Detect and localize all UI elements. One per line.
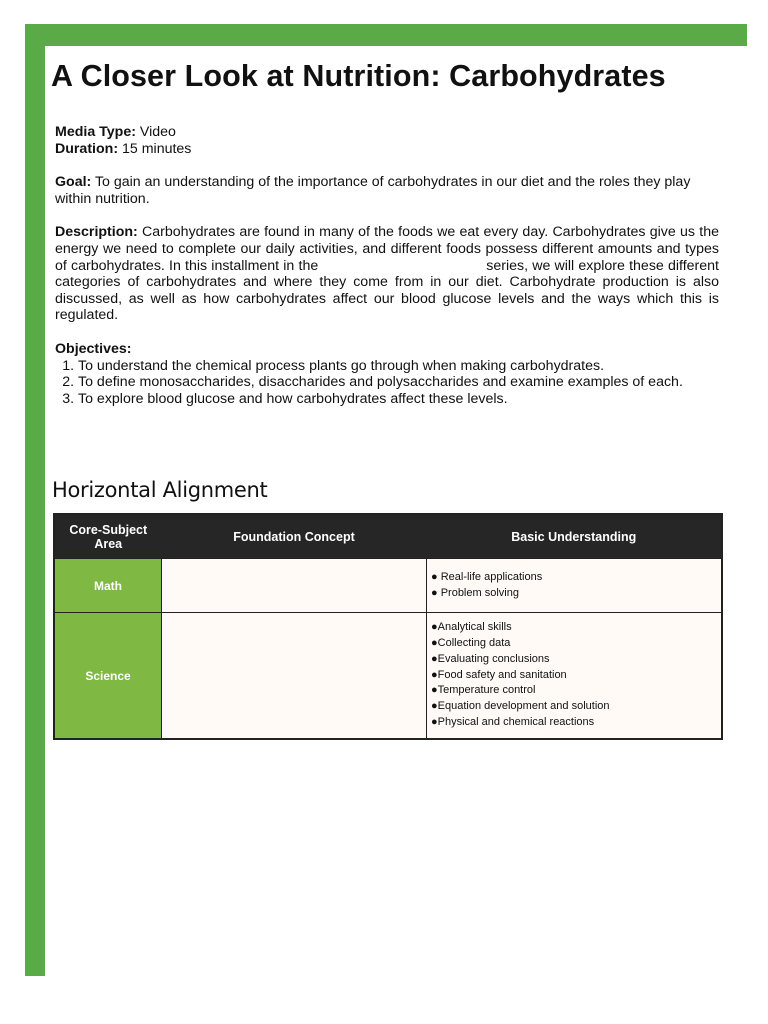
objectives-label: Objectives: bbox=[55, 340, 132, 357]
list-item: ●Analytical skills bbox=[431, 621, 512, 634]
goal-label: Goal: bbox=[55, 174, 92, 191]
objectives-list bbox=[55, 358, 719, 408]
list-item: ●Evaluating conclusions bbox=[431, 652, 550, 665]
table-header-row bbox=[54, 514, 722, 559]
subject-cell: Science bbox=[54, 613, 162, 740]
duration-value: 15 minutes bbox=[118, 140, 192, 157]
page-title: A Closer Look at Nutrition: Carbohydrates bbox=[51, 59, 666, 93]
header-core-subject: Core-Subject Area bbox=[54, 514, 162, 559]
left-accent-bar bbox=[25, 24, 45, 976]
concept-cell bbox=[162, 559, 427, 613]
description-text-before: Carbohydrates are found in many of the foods we eat every day. Carbohydrates give us the energy we need to complete our daily activities, and different foods possess different amounts and types of carbohydrates. In this installment in the bbox=[55, 224, 719, 274]
media-type-label: Media Type: bbox=[55, 124, 136, 140]
duration-line bbox=[55, 141, 719, 158]
objective-item: 1. To understand the chemical process plants go through when making carbohydrates. bbox=[78, 358, 719, 375]
description-text-after: series, we will explore these different categories of carbohydrates and where they come from in our diet. Carbohydrate production is also discussed, as well as how carbohydrates affect our blood glucose levels and the ways which this is regulated. bbox=[55, 257, 719, 324]
description-paragraph bbox=[55, 224, 719, 324]
list-item: ●Temperature control bbox=[431, 684, 536, 697]
description-label: Description: bbox=[55, 224, 138, 241]
concept-cell bbox=[162, 613, 427, 740]
subject-cell: Math bbox=[54, 559, 162, 613]
media-type-value: Video bbox=[135, 124, 176, 140]
goal-paragraph bbox=[55, 174, 719, 207]
table-row-science bbox=[54, 613, 722, 740]
list-item: ●Food safety and sanitation bbox=[431, 668, 567, 681]
alignment-heading: Horizontal Alignment bbox=[52, 478, 268, 502]
objective-item: 3. To explore blood glucose and how carbohydrates affect these levels. bbox=[78, 391, 719, 408]
header-basic-understanding: Basic Understanding bbox=[427, 514, 723, 559]
objectives-heading bbox=[55, 341, 719, 358]
duration-label: Duration: bbox=[55, 140, 119, 157]
list-item: ●Equation development and solution bbox=[431, 700, 610, 713]
table-row-math bbox=[54, 559, 722, 613]
alignment-table bbox=[53, 513, 723, 740]
list-item: ●Collecting data bbox=[431, 637, 511, 649]
document-body bbox=[55, 124, 719, 407]
media-type-line bbox=[55, 124, 719, 141]
list-item: ●Physical and chemical reactions bbox=[431, 715, 595, 728]
goal-text: To gain an understanding of the importance of carbohydrates in our diet and the roles they play within nutrition. bbox=[55, 174, 691, 207]
list-item: ● Problem solving bbox=[431, 586, 519, 599]
top-accent-bar bbox=[25, 24, 747, 46]
objective-item: 2. To define monosaccharides, disaccharides and polysaccharides and examine examples of each. bbox=[78, 374, 719, 391]
understanding-cell bbox=[427, 613, 723, 740]
understanding-cell bbox=[427, 559, 723, 613]
header-foundation-concept: Foundation Concept bbox=[162, 514, 427, 559]
list-item: ● Real-life applications bbox=[431, 570, 543, 583]
